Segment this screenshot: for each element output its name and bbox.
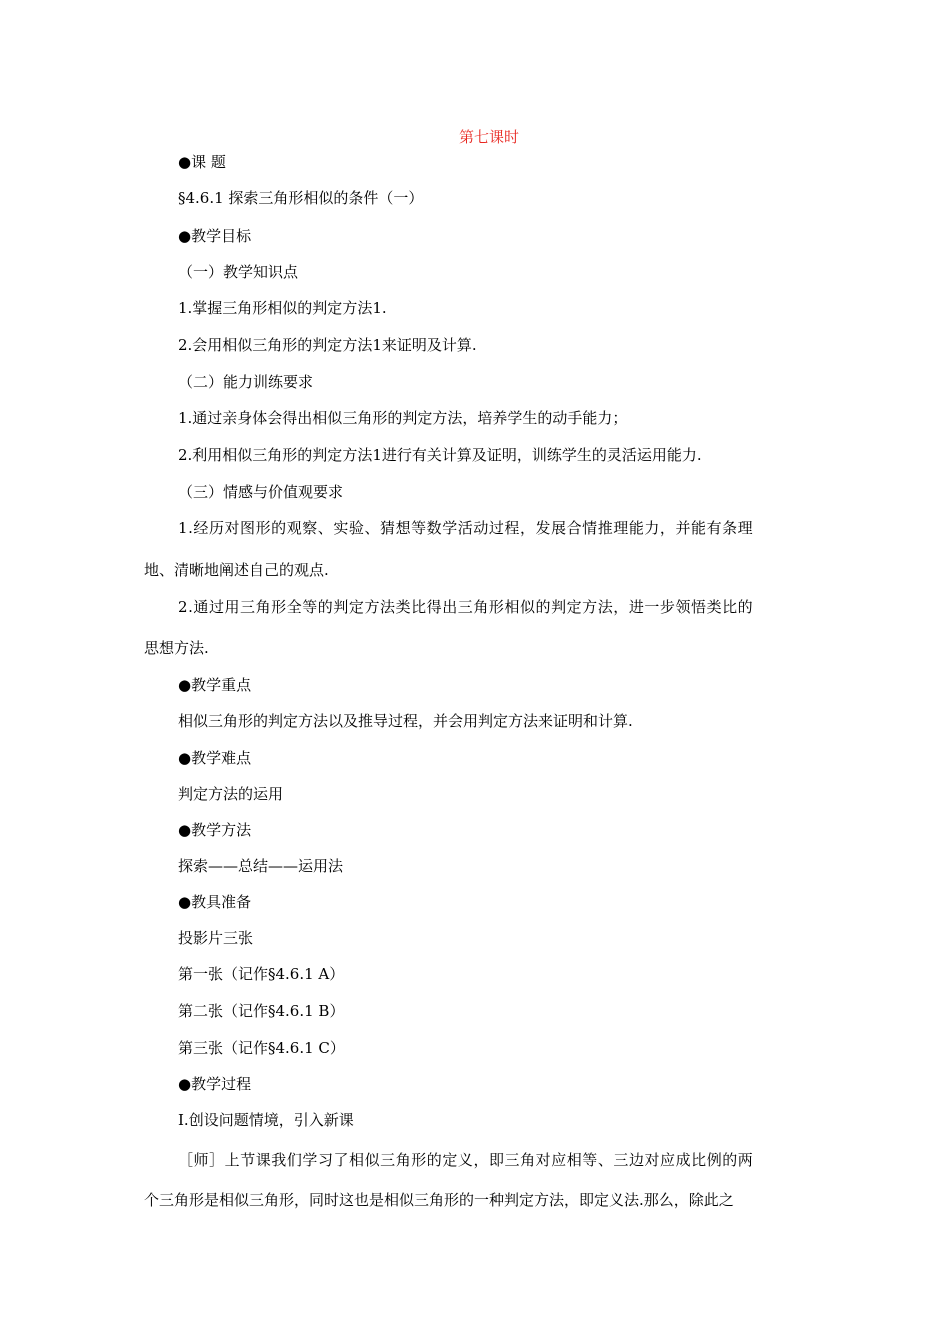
emotion-item-2-line-2: 思想方法. — [144, 639, 209, 657]
ability-item-1: 1.通过亲身体会得出相似三角形的判定方法，培养学生的动手能力； — [178, 409, 628, 427]
slide-2-text: 第二张（记作§4.6.1 B） — [178, 1002, 345, 1020]
emotion-item-2-line-1: 2.通过用三角形全等的判定方法类比得出三角形相似的判定方法，进一步领悟类比的 — [178, 598, 754, 616]
section-heading-method: ●教学方法 — [178, 821, 252, 839]
section-heading-topic: ●课 题 — [178, 153, 226, 171]
knowledge-item-1: 1.掌握三角形相似的判定方法1. — [178, 299, 387, 317]
emotion-item-1-line-1: 1.经历对图形的观察、实验、猜想等数学活动过程，发展合情推理能力，并能有条理 — [178, 519, 754, 537]
subheading-emotion: （三）情感与价值观要求 — [178, 483, 344, 501]
ability-item-2: 2.利用相似三角形的判定方法1进行有关计算及证明，训练学生的灵活运用能力. — [178, 446, 702, 464]
process-paragraph-line-1: ［师］上节课我们学习了相似三角形的定义，即三角对应相等、三边对应成比例的两 — [178, 1151, 754, 1169]
method-text: 探索——总结——运用法 — [178, 857, 344, 875]
emotion-item-1-line-2: 地、清晰地阐述自己的观点. — [144, 561, 329, 579]
materials-text: 投影片三张 — [178, 929, 254, 947]
section-heading-key-points: ●教学重点 — [178, 676, 252, 694]
key-points-text: 相似三角形的判定方法以及推导过程，并会用判定方法来证明和计算. — [178, 712, 633, 730]
subheading-knowledge: （一）教学知识点 — [178, 263, 299, 281]
slide-1-text: 第一张（记作§4.6.1 A） — [178, 965, 345, 983]
section-heading-process: ●教学过程 — [178, 1075, 252, 1093]
slide-3-text: 第三张（记作§4.6.1 C） — [178, 1039, 345, 1057]
difficulties-text: 判定方法的运用 — [178, 785, 284, 803]
topic-text: §4.6.1 探索三角形相似的条件（一） — [178, 189, 424, 207]
section-heading-materials: ●教具准备 — [178, 893, 252, 911]
subheading-ability: （二）能力训练要求 — [178, 373, 314, 391]
section-heading-objectives: ●教学目标 — [178, 227, 252, 245]
process-step-1-heading: Ⅰ.创设问题情境，引入新课 — [178, 1111, 354, 1129]
knowledge-item-2: 2.会用相似三角形的判定方法1来证明及计算. — [178, 336, 477, 354]
lesson-title: 第七课时 — [459, 128, 520, 146]
section-heading-difficulties: ●教学难点 — [178, 749, 252, 767]
process-paragraph-line-2: 个三角形是相似三角形，同时这也是相似三角形的一种判定方法，即定义法.那么，除此之 — [144, 1191, 734, 1209]
